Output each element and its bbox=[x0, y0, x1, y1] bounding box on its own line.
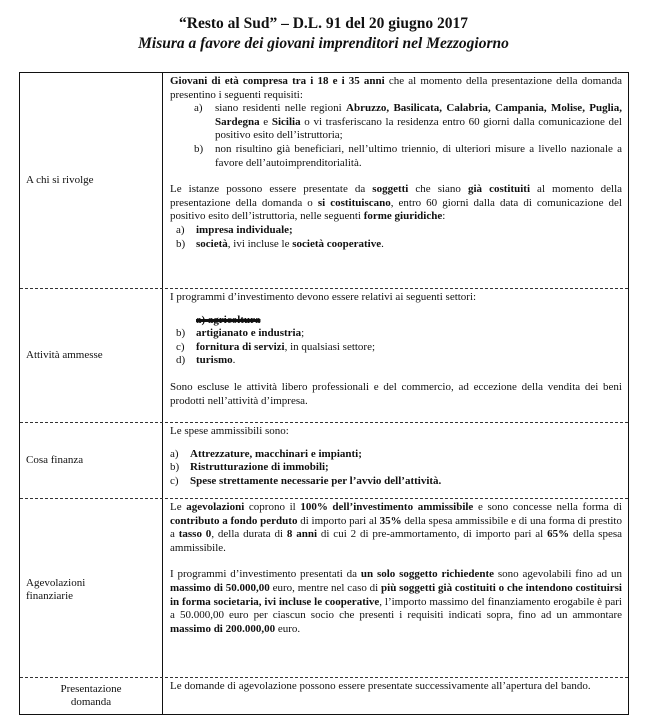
list-item: b) Ristrutturazione di immobili; bbox=[170, 461, 329, 474]
row-content bbox=[170, 680, 622, 694]
row-content bbox=[170, 291, 622, 408]
row-content bbox=[170, 75, 622, 251]
benefits-paragraph: Le agevolazioni coprono il 100% dell’investimento ammissibile e sono concesse nella forma di contributo a fondo perduto di importo pari al 35% della spesa ammissibile e di una forma di prestito a tasso 0, della durata di 8 anni di cui 2 di pre-ammortamento, di importo pari al 65% della spesa ammissibile. bbox=[170, 501, 622, 554]
row-content bbox=[170, 425, 622, 488]
max-amounts-paragraph: I programmi d’investimento presentati da un solo soggetto richiedente sono agevolabili fino ad un massimo di 50.000,00 euro, mentre nel caso di più soggetti già costituiti o che intendono costituirsi in forma societaria, ivi incluse le cooperative, l’importo massimo del finanziamento erogabile è pari a 50.000,00 euro per ciascun socio che presenti i requisiti indicati sopra, fino ad un ammontare massimo di 200.000,00 euro. bbox=[170, 568, 622, 635]
info-table bbox=[19, 72, 629, 715]
row-label: A chi si rivolge bbox=[20, 73, 163, 288]
sectors-intro: I programmi d’investimento devono essere relativi ai seguenti settori: bbox=[170, 291, 477, 303]
document-header bbox=[0, 14, 647, 54]
row-presentazione-domanda bbox=[20, 677, 628, 714]
list-item: b) società, ivi incluse le società cooperative. bbox=[176, 237, 384, 250]
row-chi-si-rivolge bbox=[20, 73, 628, 288]
document-title: “Resto al Sud” – D.L. 91 del 20 giugno 2017 bbox=[179, 15, 468, 32]
row-cosa-finanza bbox=[20, 422, 628, 498]
list-item: b) artigianato e industria; bbox=[176, 327, 305, 340]
list-item: c) Spese strettamente necessarie per l’avvio dell’attività. bbox=[170, 474, 442, 487]
row-label: Attività ammesse bbox=[20, 289, 163, 422]
row-agevolazioni bbox=[20, 498, 628, 677]
list-item: a) siano residenti nelle regioni Abruzzo, Basilicata, Calabria, Campania, Molise, Puglia, Sardegna e Sicilia o vi trasferiscano la residenza entro 60 giorni dalla comunicazione del positivo esito dell’istruttoria; bbox=[194, 102, 622, 142]
exclusions-note: Sono escluse le attività libero professionali e del commercio, ad eccezione della vendita dei beni prodotti nell’attività d’impresa. bbox=[170, 380, 622, 407]
row-label: Presentazione domanda bbox=[20, 678, 163, 714]
row-label: Agevolazioni finanziarie bbox=[20, 499, 163, 677]
document-subtitle: Misura a favore dei giovani imprenditori nel Mezzogiorno bbox=[138, 35, 509, 52]
row-label: Cosa finanza bbox=[20, 423, 163, 498]
list-item: a) impresa individuale; bbox=[176, 223, 293, 236]
list-item-struck: a) agricoltura bbox=[196, 313, 261, 326]
expenses-intro: Le spese ammissibili sono: bbox=[170, 425, 289, 437]
row-attivita-ammesse bbox=[20, 288, 628, 422]
list-item: d) turismo. bbox=[176, 354, 236, 367]
list-item: a) Attrezzature, macchinari e impianti; bbox=[170, 447, 362, 460]
list-item: c) fornitura di servizi, in qualsiasi settore; bbox=[176, 340, 376, 353]
applicants-paragraph: Le istanze possono essere presentate da soggetti che siano già costituiti al momento della presentazione della domanda o si costituiscano, entro 60 giorni dalla data di comunicazione del positivo esito dell’istruttoria, nelle seguenti forme giuridiche: bbox=[170, 183, 623, 223]
requirements-intro: Giovani di età compresa tra i 18 e i 35 anni che al momento della presentazione della domanda presentino i seguenti requisiti: bbox=[170, 75, 622, 101]
list-item: b) non risultino già beneficiari, nell’ultimo triennio, di ulteriori misure a livello nazionale a favore dell’autoimprenditorialità. bbox=[194, 142, 622, 169]
row-content bbox=[170, 501, 622, 636]
submission-text: Le domande di agevolazione possono essere presentate successivamente all’apertura del bando. bbox=[170, 680, 591, 692]
